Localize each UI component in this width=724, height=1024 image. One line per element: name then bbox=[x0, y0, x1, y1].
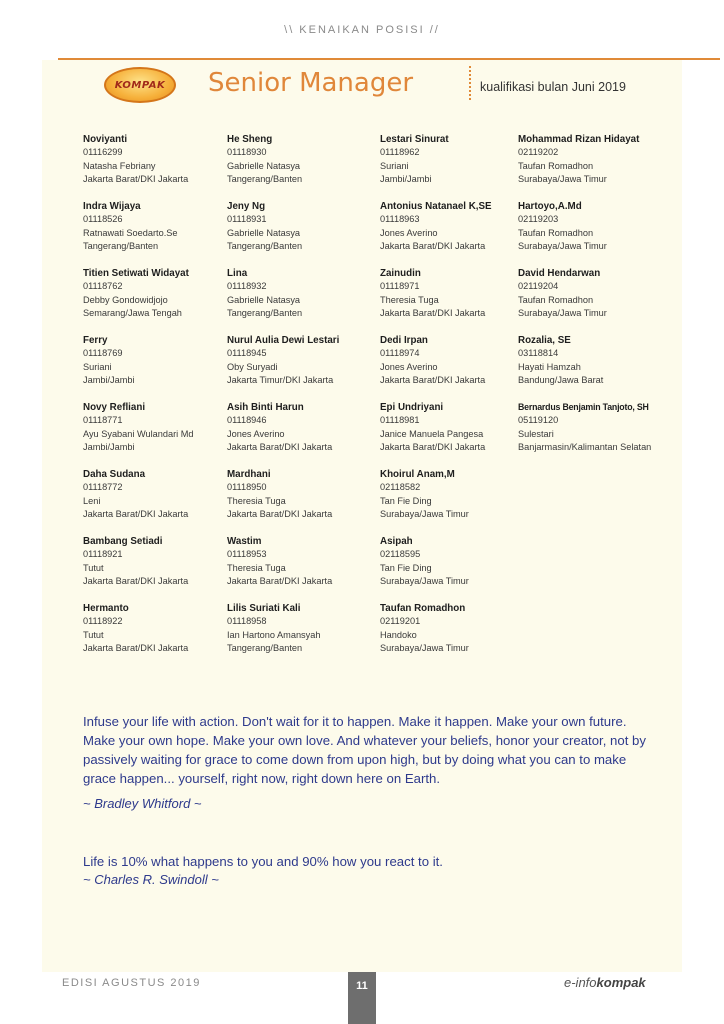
member-id: 01118772 bbox=[83, 482, 123, 493]
member-sponsor: Suriani bbox=[380, 160, 409, 171]
member-entry bbox=[83, 468, 233, 535]
member-sponsor: Taufan Romadhon bbox=[518, 294, 594, 305]
member-location: Jakarta Barat/DKI Jakarta bbox=[380, 375, 486, 386]
member-entry bbox=[83, 602, 233, 669]
member-id: 03118814 bbox=[518, 348, 559, 359]
member-entry bbox=[380, 334, 530, 401]
quote-author: ~ Bradley Whitford ~ bbox=[83, 796, 202, 811]
member-sponsor: Theresia Tuga bbox=[227, 495, 286, 506]
member-entry bbox=[83, 267, 233, 334]
member-name: Ferry bbox=[83, 335, 108, 346]
member-sponsor: Theresia Tuga bbox=[380, 294, 439, 305]
member-id: 05119120 bbox=[518, 415, 559, 426]
member-id: 01118953 bbox=[227, 549, 267, 560]
member-id: 01118981 bbox=[380, 415, 420, 426]
member-name: Bambang Setiadi bbox=[83, 536, 163, 547]
member-sponsor: Natasha Febriany bbox=[83, 160, 156, 171]
member-location: Jakarta Barat/DKI Jakarta bbox=[380, 442, 486, 453]
member-location: Tangerang/Banten bbox=[227, 643, 303, 654]
member-name: Novy Refliani bbox=[83, 402, 146, 413]
member-entry bbox=[227, 401, 377, 468]
member-id: 01118974 bbox=[380, 348, 420, 359]
member-name: Hartoyo,A.Md bbox=[518, 201, 582, 212]
quote-1 bbox=[83, 712, 653, 811]
member-column-1 bbox=[83, 133, 233, 669]
member-entry bbox=[83, 535, 233, 602]
member-entry bbox=[227, 535, 377, 602]
kompak-logo bbox=[104, 67, 176, 103]
member-name: Titien Setiwati Widayat bbox=[83, 268, 189, 279]
member-id: 01118932 bbox=[227, 281, 267, 292]
quote-author: ~ Charles R. Swindoll ~ bbox=[83, 872, 219, 887]
member-location: Jakarta Timur/DKI Jakarta bbox=[227, 375, 334, 386]
member-id: 01118931 bbox=[227, 214, 267, 225]
member-id: 02119204 bbox=[518, 281, 559, 292]
member-entry bbox=[380, 468, 530, 535]
logo-text: KOMPAK bbox=[114, 79, 166, 91]
member-name: Zainudin bbox=[380, 268, 421, 279]
quote-text: Life is 10% what happens to you and 90% how you react to it. bbox=[83, 854, 443, 869]
member-sponsor: Gabrielle Natasya bbox=[227, 227, 301, 238]
member-sponsor: Tan Fie Ding bbox=[380, 562, 432, 573]
member-entry bbox=[83, 401, 233, 468]
member-sponsor: Jones Averino bbox=[380, 361, 438, 372]
member-sponsor: Suriani bbox=[83, 361, 112, 372]
page-title: Senior Manager bbox=[208, 68, 414, 98]
member-sponsor: Hayati Hamzah bbox=[518, 361, 581, 372]
member-name: Rozalia, SE bbox=[518, 335, 571, 346]
member-id: 02119201 bbox=[380, 616, 421, 627]
member-id: 01118526 bbox=[83, 214, 123, 225]
member-entry bbox=[83, 133, 233, 200]
brand-prefix: e-info bbox=[564, 975, 597, 990]
quote-text: Infuse your life with action. Don't wait for it to happen. Make it happen. Make your own future. Make your own hope. Make your own love. And whatever your beliefs, honor your creator, not by passively waiting for grace to come down from upon high, but by doing what you can to make grace happen... yourself, right now, right down here on Earth. bbox=[83, 714, 646, 786]
member-name: Khoirul Anam,M bbox=[380, 469, 455, 480]
member-entry bbox=[380, 133, 530, 200]
member-entry bbox=[227, 602, 377, 669]
member-location: Jakarta Barat/DKI Jakarta bbox=[227, 442, 333, 453]
member-entry bbox=[518, 200, 668, 267]
member-location: Surabaya/Jawa Timur bbox=[518, 241, 607, 252]
member-location: Jakarta Barat/DKI Jakarta bbox=[380, 241, 486, 252]
member-id: 01118958 bbox=[227, 616, 267, 627]
member-entry bbox=[227, 267, 377, 334]
member-sponsor: Debby Gondowidjojo bbox=[83, 294, 168, 305]
edition-label: EDISI AGUSTUS 2019 bbox=[62, 977, 201, 989]
member-id: 01118962 bbox=[380, 147, 420, 158]
member-location: Surabaya/Jawa Timur bbox=[518, 308, 607, 319]
member-sponsor: Ayu Syabani Wulandari Md bbox=[83, 428, 194, 439]
member-sponsor: Jones Averino bbox=[380, 227, 438, 238]
member-name: Jeny Ng bbox=[227, 201, 266, 212]
member-location: Tangerang/Banten bbox=[83, 241, 159, 252]
member-sponsor: Leni bbox=[83, 495, 101, 506]
member-sponsor: Jones Averino bbox=[227, 428, 285, 439]
member-id: 01118946 bbox=[227, 415, 267, 426]
header-divider bbox=[469, 66, 471, 100]
member-sponsor: Janice Manuela Pangesa bbox=[380, 428, 484, 439]
member-sponsor: Oby Suryadi bbox=[227, 361, 278, 372]
member-sponsor: Taufan Romadhon bbox=[518, 227, 594, 238]
member-sponsor: Handoko bbox=[380, 629, 417, 640]
member-sponsor: Taufan Romadhon bbox=[518, 160, 594, 171]
member-sponsor: Sulestari bbox=[518, 428, 554, 439]
member-id: 01118921 bbox=[83, 549, 123, 560]
member-location: Jambi/Jambi bbox=[380, 174, 432, 185]
member-id: 01118762 bbox=[83, 281, 123, 292]
member-location: Jakarta Barat/DKI Jakarta bbox=[83, 174, 189, 185]
member-column-2 bbox=[227, 133, 377, 669]
member-entry bbox=[227, 468, 377, 535]
member-column-4 bbox=[518, 133, 668, 468]
member-entry bbox=[380, 200, 530, 267]
member-id: 02119203 bbox=[518, 214, 559, 225]
brand-label bbox=[564, 975, 646, 990]
member-name: Mohammad Rizan Hidayat bbox=[518, 134, 640, 145]
page-number: 11 bbox=[348, 972, 376, 1024]
brand-name: kompak bbox=[596, 975, 646, 990]
member-sponsor: Tan Fie Ding bbox=[380, 495, 432, 506]
member-name: Antonius Natanael K,SE bbox=[380, 201, 492, 212]
member-entry bbox=[380, 602, 530, 669]
member-location: Surabaya/Jawa Timur bbox=[380, 576, 469, 587]
member-entry bbox=[380, 267, 530, 334]
qualification-period: kualifikasi bulan Juni 2019 bbox=[480, 80, 626, 94]
member-entry bbox=[227, 133, 377, 200]
member-name: Epi Undriyani bbox=[380, 402, 444, 413]
member-name: Lilis Suriati Kali bbox=[227, 603, 301, 614]
member-location: Jakarta Barat/DKI Jakarta bbox=[83, 576, 189, 587]
member-entry bbox=[380, 535, 530, 602]
member-name: Indra Wijaya bbox=[83, 201, 141, 212]
member-location: Jakarta Barat/DKI Jakarta bbox=[83, 509, 189, 520]
member-name: Hermanto bbox=[83, 603, 129, 614]
member-name: Asih Binti Harun bbox=[227, 402, 304, 413]
member-name: Lestari Sinurat bbox=[380, 134, 449, 145]
member-id: 01116299 bbox=[83, 147, 123, 158]
member-id: 02118595 bbox=[380, 549, 421, 560]
member-name: Nurul Aulia Dewi Lestari bbox=[227, 335, 340, 346]
member-location: Surabaya/Jawa Timur bbox=[380, 509, 469, 520]
member-location: Jakarta Barat/DKI Jakarta bbox=[83, 643, 189, 654]
member-location: Surabaya/Jawa Timur bbox=[518, 174, 607, 185]
member-sponsor: Gabrielle Natasya bbox=[227, 294, 301, 305]
member-id: 01118769 bbox=[83, 348, 123, 359]
member-entry bbox=[518, 401, 668, 468]
member-location: Jambi/Jambi bbox=[83, 375, 135, 386]
member-id: 02118582 bbox=[380, 482, 421, 493]
member-entry bbox=[518, 334, 668, 401]
member-name: Dedi Irpan bbox=[380, 335, 428, 346]
member-name: Noviyanti bbox=[83, 134, 128, 145]
member-location: Tangerang/Banten bbox=[227, 174, 303, 185]
member-sponsor: Ian Hartono Amansyah bbox=[227, 629, 321, 640]
member-name: Daha Sudana bbox=[83, 469, 146, 480]
member-entry bbox=[518, 133, 668, 200]
member-location: Jambi/Jambi bbox=[83, 442, 135, 453]
member-entry bbox=[83, 334, 233, 401]
member-location: Jakarta Barat/DKI Jakarta bbox=[227, 576, 333, 587]
member-location: Semarang/Jawa Tengah bbox=[83, 308, 182, 319]
member-name: He Sheng bbox=[227, 134, 273, 145]
quote-2 bbox=[83, 852, 653, 887]
member-entry bbox=[518, 267, 668, 334]
member-name: Wastim bbox=[227, 536, 262, 547]
member-sponsor: Theresia Tuga bbox=[227, 562, 286, 573]
member-name: Asipah bbox=[380, 536, 413, 547]
member-name: Mardhani bbox=[227, 469, 271, 480]
member-entry bbox=[380, 401, 530, 468]
member-name: Bernardus Benjamin Tanjoto, SH bbox=[518, 402, 649, 412]
member-sponsor: Gabrielle Natasya bbox=[227, 160, 301, 171]
member-entry bbox=[83, 200, 233, 267]
member-id: 01118922 bbox=[83, 616, 123, 627]
section-label: \\ KENAIKAN POSISI // bbox=[284, 24, 440, 36]
member-location: Jakarta Barat/DKI Jakarta bbox=[227, 509, 333, 520]
member-id: 01118771 bbox=[83, 415, 123, 426]
member-sponsor: Tutut bbox=[83, 562, 104, 573]
member-location: Tangerang/Banten bbox=[227, 241, 303, 252]
member-id: 01118930 bbox=[227, 147, 267, 158]
member-location: Bandung/Jawa Barat bbox=[518, 375, 604, 386]
member-id: 01118945 bbox=[227, 348, 267, 359]
member-name: Lina bbox=[227, 268, 248, 279]
member-column-3 bbox=[380, 133, 530, 669]
member-sponsor: Ratnawati Soedarto.Se bbox=[83, 227, 178, 238]
member-entry bbox=[227, 200, 377, 267]
member-id: 02119202 bbox=[518, 147, 559, 158]
member-id: 01118963 bbox=[380, 214, 420, 225]
member-location: Banjarmasin/Kalimantan Selatan bbox=[518, 442, 652, 453]
member-id: 01118971 bbox=[380, 281, 420, 292]
member-id: 01118950 bbox=[227, 482, 267, 493]
member-sponsor: Tutut bbox=[83, 629, 104, 640]
member-entry bbox=[227, 334, 377, 401]
member-location: Surabaya/Jawa Timur bbox=[380, 643, 469, 654]
member-name: Taufan Romadhon bbox=[380, 603, 466, 614]
member-location: Jakarta Barat/DKI Jakarta bbox=[380, 308, 486, 319]
member-location: Tangerang/Banten bbox=[227, 308, 303, 319]
member-name: David Hendarwan bbox=[518, 268, 601, 279]
